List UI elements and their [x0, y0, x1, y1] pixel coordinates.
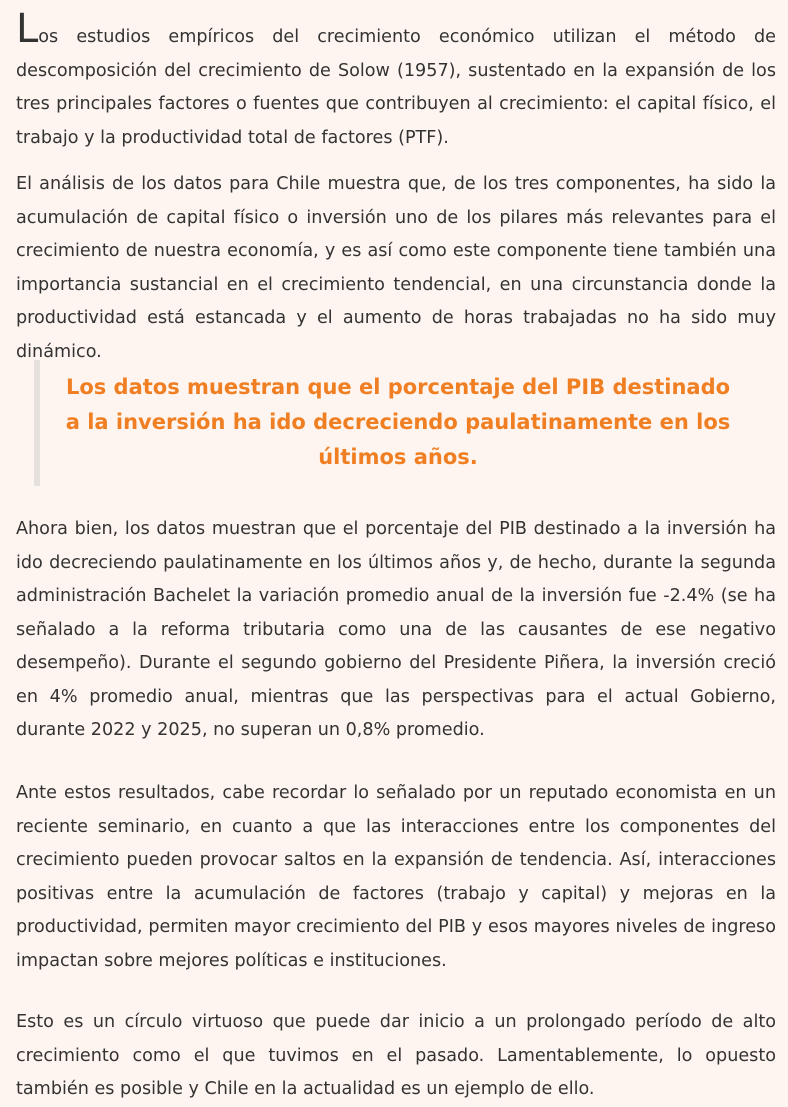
paragraph-virtuous-circle: Esto es un círculo virtuoso que puede dar inicio a un prolongado período de alto crecimiento como el que tuvimos en el pasado. Lamentablemente, lo opuesto también es posible y Chile en la actualidad es un ejemplo de ello. — [16, 1012, 776, 1099]
paragraph-investment-data: Ahora bien, los datos muestran que el porcentaje del PIB destinado a la inversión ha ido decreciendo paulatinamente en los últimos años y, de hecho, durante la segunda administración Bachelet la variación promedio anual de la inversión fue -2.4% (se ha señalado a la reforma tributaria como una de las causantes de ese negativo desempeño). Durante el segundo gobierno del Presidente Piñera, la inversión creció en 4% promedio anual, mientras que las perspectivas para el actual Gobierno, durante 2022 y 2025, no superan un 0,8% promedio. — [16, 519, 776, 740]
drop-cap: L — [16, 6, 39, 52]
paragraph-seminar: Ante estos resultados, cabe recordar lo señalado por un reputado economista en un reciente seminario, en cuanto a que las interacciones entre los componentes del crecimiento pueden provocar saltos en la expansión de tendencia. Así, interacciones positivas entre la acumulación de factores (trabajo y capital) y mejoras en la productividad, permiten mayor crecimiento del PIB y esos mayores niveles de ingreso impactan sobre mejores políticas e instituciones. — [16, 783, 776, 971]
paragraph-intro — [16, 6, 776, 155]
pull-quote — [34, 360, 740, 486]
paragraph-chile-analysis: El análisis de los datos para Chile muestra que, de los tres componentes, ha sido la acumulación de capital físico o inversión uno de los pilares más relevantes para el crecimiento de nuestra economía, y es así como este componente tiene también una importancia sustancial en el crecimiento tendencial, en una circunstancia donde la productividad está estancada y el aumento de horas trabajadas no ha sido muy dinámico. — [16, 174, 776, 362]
pull-quote-text: Los datos muestran que el porcentaje del PIB destinado a la inversión ha ido decreciendo paulatinamente en los últimos años. — [65, 375, 731, 469]
paragraph-intro-text: os estudios empíricos del crecimiento económico utilizan el método de descomposición del crecimiento de Solow (1957), sustentado en la expansión de los tres principales factores o fuentes que contribuyen al crecimiento: el capital físico, el trabajo y la productividad total de factores (PTF). — [16, 27, 776, 148]
